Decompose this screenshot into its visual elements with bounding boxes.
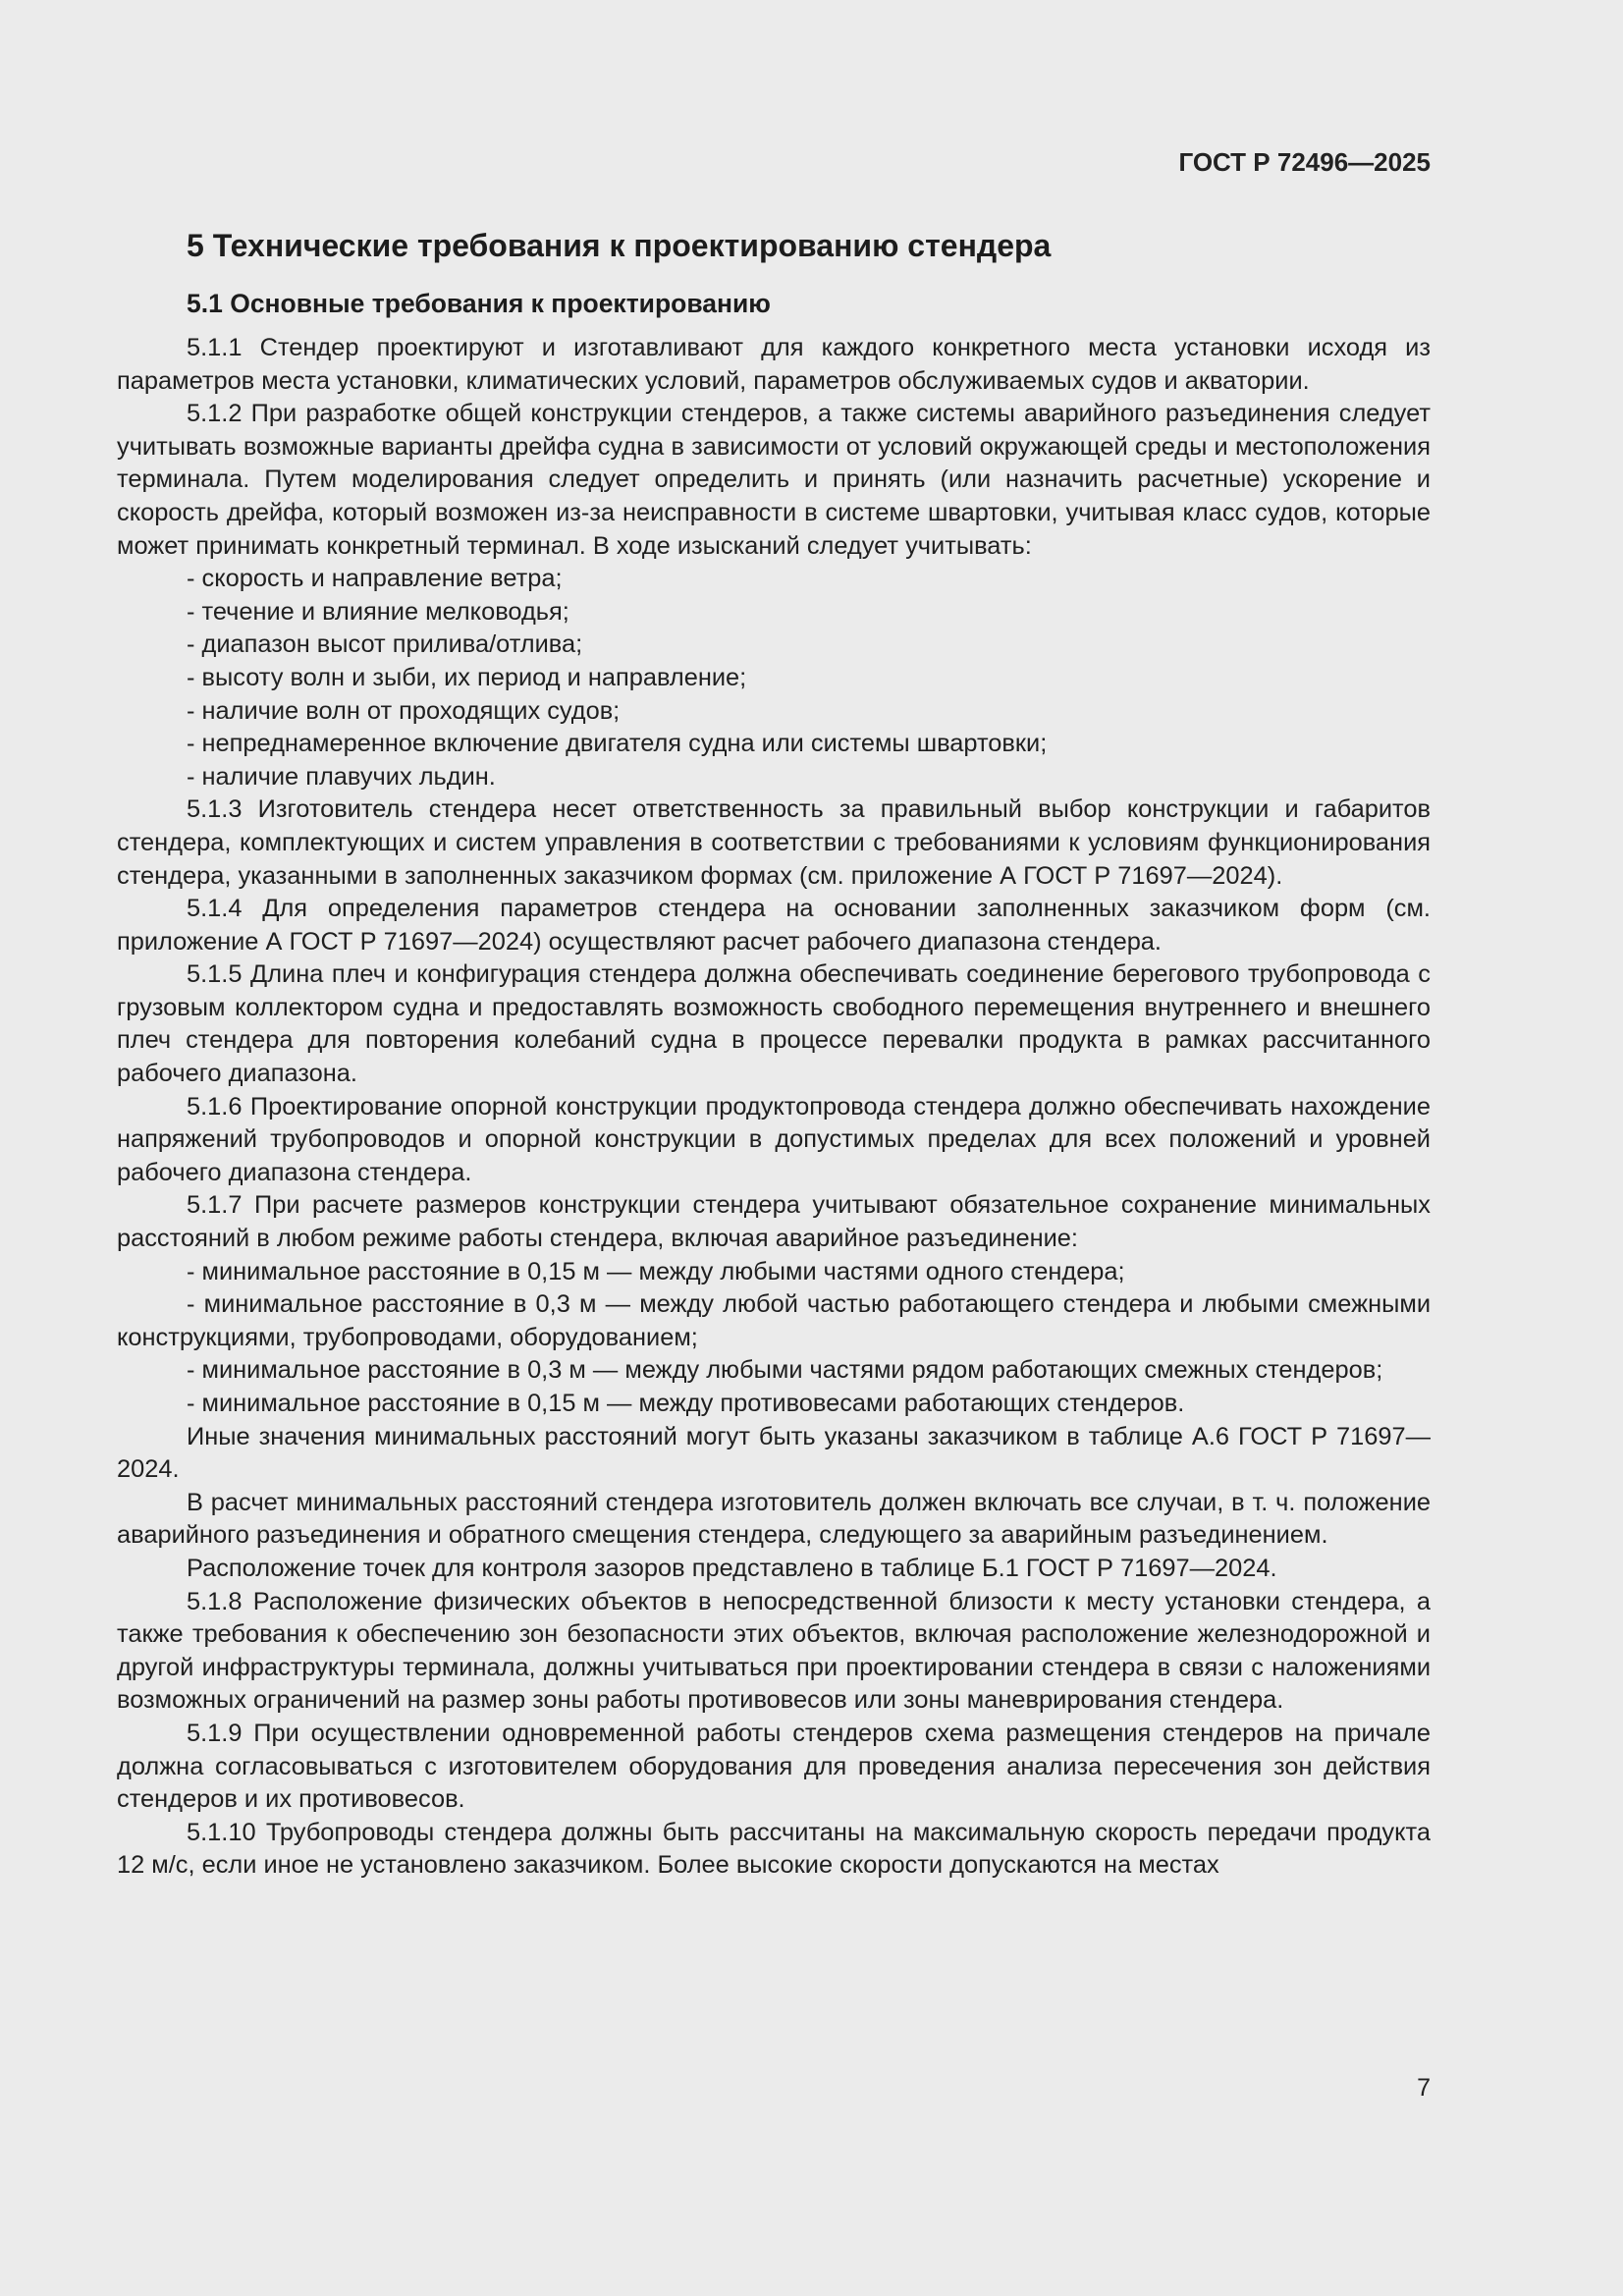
list-item: - наличие плавучих льдин. xyxy=(187,762,496,791)
paragraph-5-1-8: 5.1.8 Расположение физических объектов в непосредственной близости к месту установки стендера, а также требования к обеспечению зон безопасности этих объектов, включая расположение железнодорожной и другой инфраструктуры терминала, должны учитываться при проектировании стендера в связи с наложениями возможных ограничений на размер зоны работы противовесов или зоны маневрирования стендера. xyxy=(117,1587,1431,1715)
paragraph-other-values: Иные значения минимальных расстояний могут быть указаны заказчиком в таблице А.6 ГОСТ Р 71697—2024. xyxy=(117,1422,1431,1484)
list-item: - минимальное расстояние в 0,3 м — между любыми частями рядом работающих смежных стендеров; xyxy=(187,1356,1383,1385)
paragraph-5-1-10: 5.1.10 Трубопроводы стендера должны быть рассчитаны на максимальную скорость передачи продукта 12 м/с, если иное не установлено заказчиком. Более высокие скорости допускаются на местах xyxy=(117,1818,1431,1880)
paragraph-5-1-6: 5.1.6 Проектирование опорной конструкции продуктопровода стендера должно обеспечивать нахождение напряжений трубопроводов и опорной конструкции в допустимых пределах для всех положений и уровней рабочего диапазона стендера. xyxy=(117,1092,1431,1186)
paragraph-5-1-9: 5.1.9 При осуществлении одновременной работы стендеров схема размещения стендеров на причале должна согласовываться с изготовителем оборудования для проведения анализа пересечения зон действия стендеров и их противовесов. xyxy=(117,1719,1431,1814)
paragraph-5-1-4: 5.1.4 Для определения параметров стендера на основании заполненных заказчиком форм (см. приложение А ГОСТ Р 71697—2024) осуществляют расчет рабочего диапазона стендера. xyxy=(117,895,1431,956)
subsection-title: 5.1 Основные требования к проектированию xyxy=(187,289,771,318)
list-item: - скорость и направление ветра; xyxy=(187,565,563,593)
list-item: - минимальное расстояние в 0,15 м — между противовесами работающих стендеров. xyxy=(187,1390,1185,1417)
list-item: - течение и влияние мелководья; xyxy=(187,597,569,626)
paragraph-calculation: В расчет минимальных расстояний стендера изготовитель должен включать все случаи, в т. ч. положение аварийного разъединения и обратного смещения стендера, следующего за аварийным разъединением. xyxy=(117,1488,1431,1550)
list-item: - диапазон высот прилива/отлива; xyxy=(187,630,583,659)
list-item: - непреднамеренное включение двигателя судна или системы швартовки; xyxy=(187,730,1048,758)
list-item: - минимальное расстояние в 0,15 м — между любыми частями одного стендера; xyxy=(187,1257,1125,1285)
list-item: - минимальное расстояние в 0,3 м — между любой частью работающего стендера и любыми смежными конструкциями, трубопроводами, оборудованием; xyxy=(117,1290,1431,1351)
paragraph-5-1-1: 5.1.1 Стендер проектируют и изготавливают для каждого конкретного места установки исходя из параметров места установки, климатических условий, параметров обслуживаемых судов и акватории. xyxy=(117,334,1431,395)
paragraph-5-1-2: 5.1.2 При разработке общей конструкции стендеров, а также системы аварийного разъединения следует учитывать возможные варианты дрейфа судна в зависимости от условий окружающей среды и местоположения терминала. Путем моделирования следует определить и принять (или назначить расчетные) ускорение и скорость дрейфа, который возможен из-за неисправности в системе швартовки, учитывая класс судов, которые может принимать конкретный терминал. В ходе изысканий следует учитывать: xyxy=(117,400,1431,560)
paragraph-5-1-5: 5.1.5 Длина плеч и конфигурация стендера должна обеспечивать соединение берегового трубопровода с грузовым коллектором судна и предоставлять возможность свободного перемещения внутреннего и внешнего плеч стендера для повторения колебаний судна в процессе перевалки продукта в рамках рассчитанного рабочего диапазона. xyxy=(117,960,1431,1088)
document-body xyxy=(117,224,1431,1883)
list-item: - наличие волн от проходящих судов; xyxy=(187,696,621,725)
document-header: ГОСТ Р 72496—2025 xyxy=(1178,147,1431,177)
list-item: - высоту волн и зыби, их период и направление; xyxy=(187,663,747,691)
paragraph-5-1-7: 5.1.7 При расчете размеров конструкции стендера учитывают обязательное сохранение минимальных расстояний в любом режиме работы стендера, включая аварийное разъединение: xyxy=(117,1191,1431,1253)
paragraph-control-points: Расположение точек для контроля зазоров представлено в таблице Б.1 ГОСТ Р 71697—2024. xyxy=(187,1554,1277,1582)
section-title: 5 Технические требования к проектированию стендера xyxy=(187,228,1052,263)
paragraph-5-1-3: 5.1.3 Изготовитель стендера несет ответственность за правильный выбор конструкции и габаритов стендера, комплектующих и систем управления в соответствии с требованиями к условиям функционирования стендера, указанными в заполненных заказчиком формах (см. приложение А ГОСТ Р 71697—2024). xyxy=(117,795,1431,890)
page-number: 7 xyxy=(1417,2074,1431,2102)
